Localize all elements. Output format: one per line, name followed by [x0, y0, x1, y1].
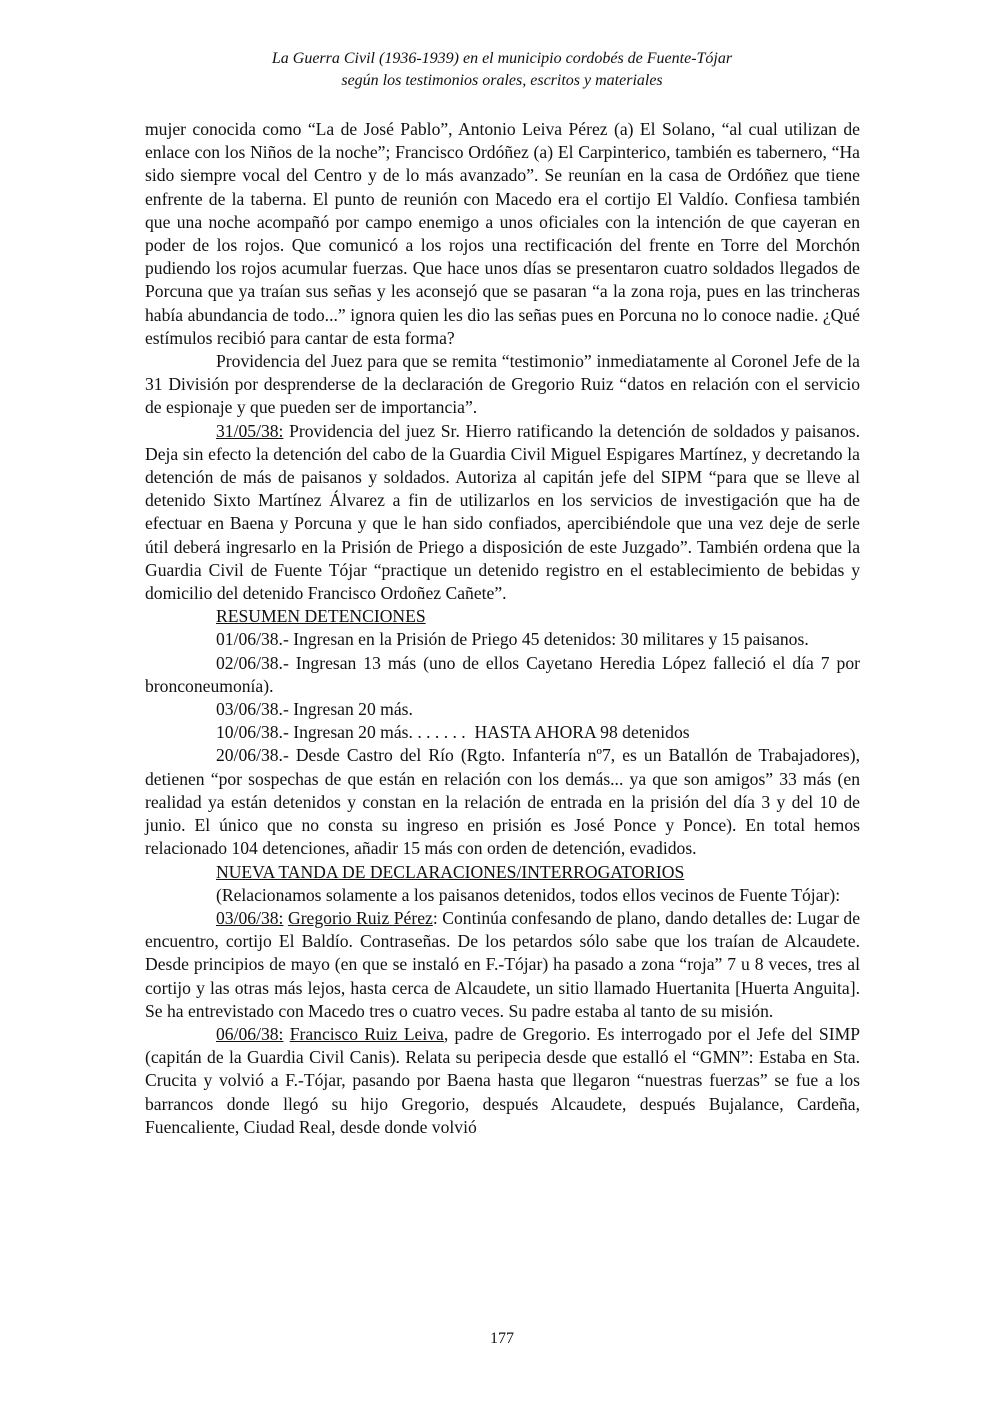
detention-entry-20-06: 20/06/38.- Desde Castro del Río (Rgto. Infantería nº7, es un Batallón de Trabajadores), detienen “por sospechas de que están en relación con los demás... ya que son amigos” 33 más (en realidad ya están detenidos y constan en la relación de entrada en la prisión del día 3 y del 10 de junio. El único que no consta su ingreso en prisión es José Ponce y Ponce). En total hemos relacionado 104 detenciones, añadir 15 más con orden de detención, evadidos. — [145, 745, 860, 859]
entry-date: 03/06/38: — [216, 907, 284, 928]
person-name: Francisco Ruiz Leiva — [289, 1023, 444, 1044]
paragraph-providencia: Providencia del Juez para que se remita “testimonio” inmediatamente al Coronel Jefe de la 31 División por desprenderse de la declaración de Gregorio Ruiz “datos en relación con el servicio de espionaje y que pueden ser de importancia”. — [145, 351, 860, 418]
paragraph-continuation: mujer conocida como “La de José Pablo”, Antonio Leiva Pérez (a) El Solano, “al cual utilizan de enlace con los Niños de la noche”; Francisco Ordóñez (a) El Carpinterico, también es tabernero, “Ha sido siempre vocal del Centro y de lo más avanzado”. Se reunían en la casa de Ordóñez que tiene enfrente de la taberna. El punto de reunión con Macedo era el cortijo El Valdío. Confiesa también que una noche acompañó por campo enemigo a unos oficiales con la intención de que cayeran en poder de los rojos. Que comunicó a los rojos una rectificación del frente en Torre del Morchón pudiendo los rojos acumular fuerzas. Que hace unos días se presentaron cuatro soldados llegados de Porcuna que ya traían sus señas y les aconsejó que se pasaran “a la zona roja, pues en las trincheras había abundancia de todo...” ignora quien les dio las señas pues en Porcuna no lo conoce nadie. ¿Qué estímulos recibió para cantar de esta forma? — [145, 119, 860, 348]
page-body — [145, 118, 860, 1139]
entry-text: Providencia del juez Sr. Hierro ratificando la detención de soldados y paisanos. Deja sin efecto la detención del cabo de la Guardia Civil Miguel Espigares Martínez, y decretando la detención de más de paisanos y soldados. Autoriza al capitán jefe del SIPM “para que se lleve al detenido Sixto Martínez Álvarez a fin de utilizarlos en los servicios de investigación que ha de efectuar en Baena y Porcuna y que le han sido confiados, apercibiéndole que una vez deje de serle útil deberá ingresarlo en la Prisión de Priego a disposición de este Juzgado”. También ordena que la Guardia Civil de Fuente Tójar “practique un detenido registro en el establecimiento de bebidas y domicilio del detenido Francisco Ordoñez Cañete”. — [145, 420, 860, 604]
paragraph-note: (Relacionamos solamente a los paisanos detenidos, todos ellos vecinos de Fuente Tójar): — [216, 884, 841, 905]
entry-date: 31/05/38: — [216, 420, 284, 441]
header-title-line2: según los testimonios orales, escritos y materiales — [341, 72, 663, 89]
detention-entry-02-06: 02/06/38.- Ingresan 13 más (uno de ellos Cayetano Heredia López falleció el día 7 por bronconeumonía). — [145, 652, 860, 696]
paragraph-06-06-38 — [145, 1023, 860, 1139]
section-heading-resumen: RESUMEN DETENCIONES — [216, 606, 426, 627]
entry-date: 06/06/38: — [216, 1023, 284, 1044]
section-heading-declaraciones: NUEVA TANDA DE DECLARACIONES/INTERROGATORIOS — [216, 861, 685, 882]
running-header — [0, 48, 1004, 92]
paragraph-31-05-38 — [145, 420, 860, 606]
header-title-line1: La Guerra Civil (1936-1939) en el municipio cordobés de Fuente-Tójar — [271, 50, 733, 67]
entry-text: : Continúa confesando de plano, dando detalles de: Lugar de encuentro, cortijo El Baldío. Contraseñas. De los petardos sólo sabe que los traían de Alcaudete. Desde principios de mayo (en que se instaló en F.-Tójar) ha pasado a zona “roja” 7 u 8 veces, tres al cortijo y las otras más lejos, hasta cerca de Alcaudete, un sitio llamado Huertanita [Huerta Anguita]. Se ha entrevistado con Macedo tres o cuatro veces. Su padre estaba al tanto de su misión. — [145, 907, 860, 1021]
detention-entry-01-06: 01/06/38.- Ingresan en la Prisión de Priego 45 detenidos: 30 militares y 15 paisanos. — [216, 629, 809, 650]
detention-entry-03-06: 03/06/38.- Ingresan 20 más. — [216, 699, 413, 720]
detention-entry-10-06: 10/06/38.- Ingresan 20 más. . . . . . . HASTA AHORA 98 detenidos — [216, 722, 690, 743]
person-name: Gregorio Ruiz Pérez — [287, 907, 433, 928]
paragraph-03-06-38 — [145, 907, 860, 1023]
page-number: 177 — [490, 1330, 514, 1347]
entry-text: , padre de Gregorio. Es interrogado por el Jefe del SIMP (capitán de la Guardia Civil Canis). Relata su peripecia desde que estalló el “GMN”: Estaba en Sta. Crucita y volvió a F.-Tójar, pasando por Baena hasta que llegaron “nuestras fuerzas” se fue a los barrancos donde llegó su hijo Gregorio, después Alcaudete, después Bujalance, Cardeña, Fuencaliente, Ciudad Real, desde donde volvió — [145, 1023, 860, 1137]
